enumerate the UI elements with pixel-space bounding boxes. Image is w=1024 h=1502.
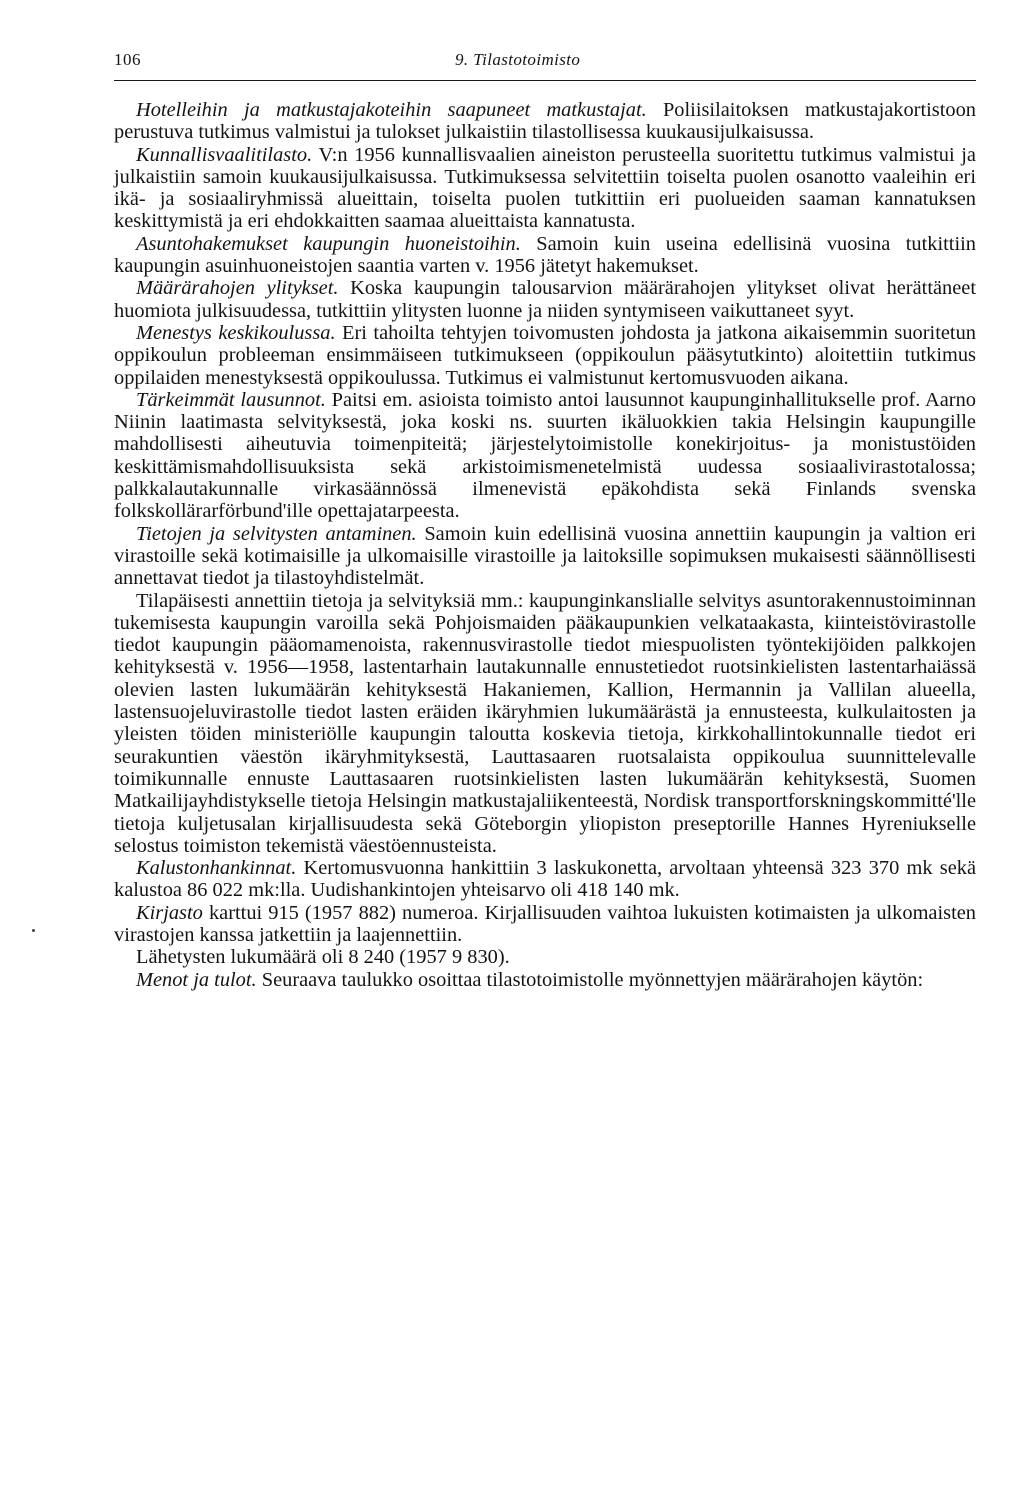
paragraph-text: Samoin kuin useina edellisinä vuosina tutkittiin kaupungin asuinhuoneistojen saantia varten v. 1956 jätetyt hakemukset. [114,232,976,278]
paragraph-text: karttui 915 (1957 882) numeroa. Kirjallisuuden vaihtoa lukuisten kotimaisten ja ulkomaisten virastojen kanssa jatkettiin ja laajennettiin. [114,901,976,946]
paragraph-heading: Määrärahojen ylitykset. [136,277,339,300]
paragraph-text: Paitsi em. asioista toimisto antoi lausunnot kaupunginhallitukselle prof. Aarno Niinin laatimasta selvityksestä, joka koski ns. suurten ikäluokkien takia Helsingin kaupungille mahdollisesti aiheutuvia toimenpiteitä; järjestelytoimistolle konekirjoitus- ja monistustöiden keskittämismahdollisuuksista sekä arkistoimismenetelmistä uudessa sosiaalivirastotalossa; palkkalautakunnalle virkasäännössä ilmenevistä epäkohdista sekä Finlands svenska folkskollärarförbund'ille opettajatarpeesta. [114,388,976,523]
paragraph-text: Poliisilaitoksen matkustajakortistoon perustuva tutkimus valmistui ja tulokset julkaistiin tilastollisessa kuukausijulkaisussa. [114,99,976,144]
paragraph-text: Eri tahoilta tehtyjen toivomusten johdosta ja jatkona aikaisemmin suoritetun oppikoulun probleeman ensimmäiseen tutkimukseen (oppikoulun pääsytutkinto) aloitettiin tutkimus oppilaiden menestyksestä oppikoulussa. Tutkimus ei valmistunut kertomusvuoden aikana. [114,321,976,389]
paragraph-budget-overruns [114,277,976,322]
paragraph-heading: Hotelleihin ja matkustajakoteihin saapuneet matkustajat. [136,99,647,121]
paragraph-shipments [114,946,976,968]
paragraph-heading: Tietojen ja selvitysten antaminen. [136,522,417,545]
paragraph-school-success [114,322,976,389]
running-head [114,50,976,81]
paragraph-heading: Menot ja tulot. [136,968,257,991]
paragraph-text: Samoin kuin edellisinä vuosina annettiin kaupungin ja valtion eri virastoille sekä kotimaisille ja ulkomaisille virastoille ja laitoksille sopimuksen mukaisesti säännöllisesti annettavat tiedot ja tilastoyhdistelmät. [114,522,976,590]
chapter-title: 9. Tilastotoimisto [455,50,581,69]
paragraph-text: Kertomusvuonna hankittiin 3 laskukonetta, arvoltaan yhteensä 323 370 mk sekä kalustoa 86 022 mk:lla. Uudishankintojen yhteisarvo oli 418 140 mk. [114,857,976,902]
paragraph-expenses-income [114,969,976,991]
paragraph-heading: Kunnallisvaalitilasto. [136,143,313,166]
paragraph-heading: Kalustonhankinnat. [136,857,297,880]
paragraph-equipment [114,857,976,902]
paragraph-heading: Tärkeimmät lausunnot. [136,388,326,411]
paragraph-text: Seuraava taulukko osoittaa tilastotoimistolle myönnettyjen määrärahojen käytön: [256,968,924,991]
page-number: 106 [114,50,141,69]
paragraph-temporary-information [114,590,976,858]
paragraph-statements [114,389,976,523]
paragraph-municipal-elections [114,144,976,233]
paragraph-information-provision [114,523,976,590]
margin-speck [32,929,35,932]
paragraph-hotels [114,99,976,144]
paragraph-heading: Menestys keskikoulussa. [136,321,336,344]
paragraph-text: Lähetysten lukumäärä oli 8 240 (1957 9 830). [136,946,510,969]
paragraph-heading: Kirjasto [136,901,203,924]
paragraph-heading: Asuntohakemukset kaupungin huoneistoihin. [136,232,521,255]
paragraph-text: Tilapäisesti annettiin tietoja ja selvityksiä mm.: kaupunginkanslialle selvitys asuntorakennustoiminnan tukemisesta kaupungin varoilla sekä Pohjoismaiden pääkaupunkien velkataakasta, kiinteistövirastolle tiedot kaupungin pääomamenoista, rakennusvirastolle tiedot miespuolisten työntekijöiden palkkojen kehityksestä v. 1956—1958, lastentarhain lautakunnalle ennustetiedot ruotsinkielisten lastentarhaiässä olevien lasten lukumäärän kehityksestä Hakaniemen, Kallion, Hermannin ja Vallilan alueella, lastensuojeluvirastolle tiedot lasten eräiden ikäryhmien lukumäärästä ja ennusteesta, kulkulaitosten ja yleisten töiden ministeriölle kaupungin taloutta koskevia tietoja, kirkkohallintokunnalle tiedot eri seurakuntien väestön ikäryhmityksestä, Lauttasaaren ruotsalaista oppikoulua suunnittelevalle toimikunnalle ennuste Lauttasaaren ruotsinkielisten lasten lukumäärän kehityksestä, Suomen Matkailijayhdistykselle tietoja Helsingin matkustajaliikenteestä, Nordisk transportforskningskommitté'lle tietoja kuljetusalan kirjallisuudesta sekä Göteborgin yliopiston preseptorille Hannes Hyreniukselle selostus toimiston tekemistä väestöennusteista. [114,589,976,857]
paragraph-text: Koska kaupungin talousarvion määrärahojen ylitykset olivat herättäneet huomiota julkisuudessa, tutkittiin ylitysten luonne ja niiden syntymiseen vaikuttaneet syyt. [114,277,976,322]
paragraph-housing-applications [114,233,976,278]
paragraph-library [114,902,976,947]
paragraph-text: V:n 1956 kunnallisvaalien aineiston perusteella suoritettu tutkimus valmistui ja julkaistiin samoin kuukausijulkaisussa. Tutkimuksessa selvitettiin toiselta puolen osanotto vaaleihin eri ikä- ja sosiaaliryhmissä alueittain, toiselta puolen tutkittiin eri puolueiden saaman kannatuksen keskittymistä ja eri ehdokkaitten saamaa alueittaista kannatusta. [114,143,976,233]
body-text [114,99,976,991]
